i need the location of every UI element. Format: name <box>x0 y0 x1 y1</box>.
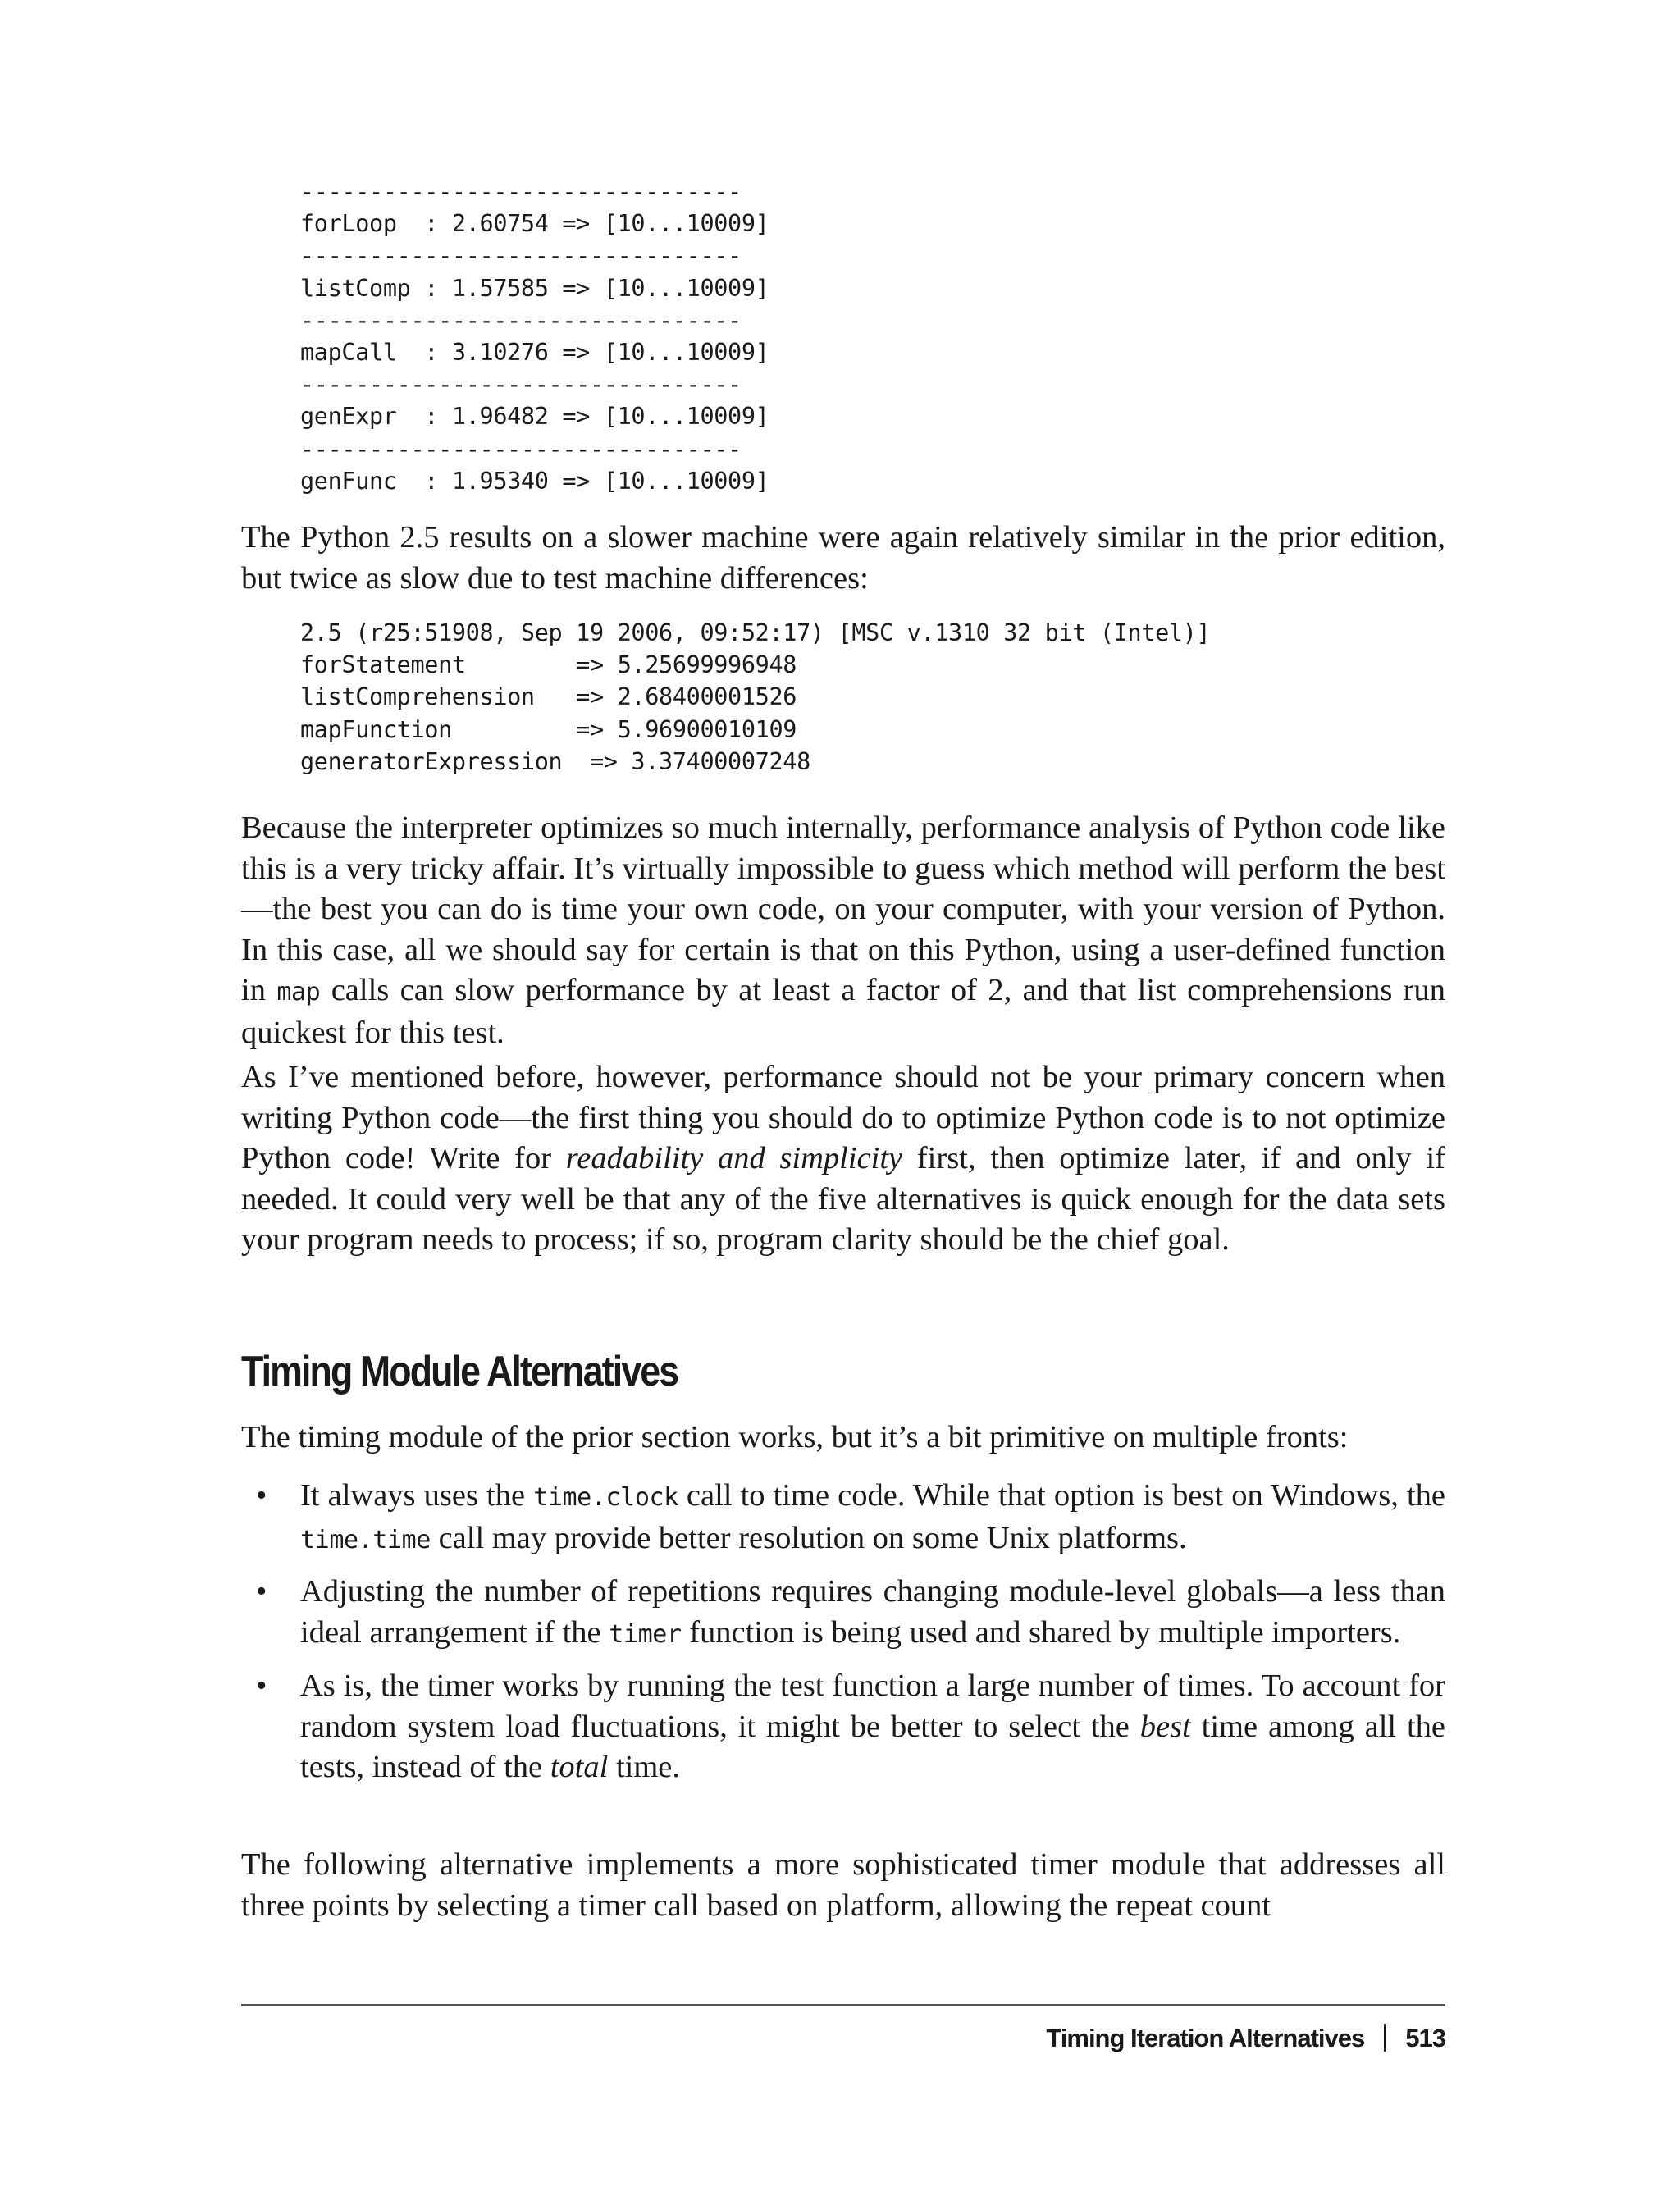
bullet-marker: • <box>256 1574 267 1609</box>
list-item-text: As is, the timer works by running the test function a large number of times. To account for random system load fluctuations, it might be better to select the <box>300 1669 1445 1744</box>
code-line: listComprehension => 2.68400001526 <box>300 683 797 711</box>
code-line: genFunc : 1.95340 => [10...10009] <box>300 467 769 495</box>
bullet-list <box>241 1476 1445 1800</box>
paragraph-text: As I’ve mentioned before, however, performance should not be your primary concern when writing Python code—the first thing you should do to optimize Python code is to not optimize Python code! Write for <box>241 1060 1445 1176</box>
code-line: -------------------------------- <box>300 242 742 270</box>
code-line: genExpr : 1.96482 => [10...10009] <box>300 403 769 431</box>
code-line: forLoop : 2.60754 => [10...10009] <box>300 210 769 238</box>
running-footer-title: Timing Iteration Alternatives <box>1046 2024 1365 2052</box>
inline-code: map <box>276 978 321 1007</box>
list-item-text: call may provide better resolution on some Unix platforms. <box>430 1520 1187 1555</box>
paragraph-text: Because the interpreter optimizes so much internally, performance analysis of Python code like this is a very tricky affair. It’s virtually impossible to guess which method will perform the best—the best you can do is time your own code, on your computer, with your version of Python. In this case, all we should say for certain is that on this Python, using a user-defined function in <box>241 810 1445 1007</box>
inline-code: time.clock <box>533 1483 678 1512</box>
inline-code: time.time <box>300 1525 431 1554</box>
paragraph: The following alternative implements a more sophisticated timer module that addresses all three points by selecting a timer call based on platform, allowing the repeat count <box>241 1847 1445 1923</box>
list-item-text: call to time code. While that option is best on Windows, the <box>678 1478 1445 1513</box>
code-block-timing-results <box>300 176 769 497</box>
code-line: -------------------------------- <box>300 178 742 205</box>
list-item-text: It always uses the <box>300 1478 534 1513</box>
list-item-text: time. <box>608 1750 681 1784</box>
emphasis-text: total <box>550 1750 609 1784</box>
code-line: forStatement => 5.25699996948 <box>300 651 797 679</box>
code-line: listComp : 1.57585 => [10...10009] <box>300 274 769 302</box>
paragraph: The timing module of the prior section works, but it’s a bit primitive on multiple fronts: <box>241 1420 1349 1454</box>
code-line: generatorExpression => 3.37400007248 <box>300 747 810 775</box>
code-line: mapFunction => 5.96900010109 <box>300 715 797 743</box>
code-line: 2.5 (r25:51908, Sep 19 2006, 09:52:17) [MSC v.1310 32 bit (Intel)] <box>300 619 1211 646</box>
paragraph: The Python 2.5 results on a slower machine were again relatively similar in the prior edition, but twice as slow due to test machine differences: <box>241 520 1445 596</box>
code-line: -------------------------------- <box>300 435 742 463</box>
page-number: 513 <box>1405 2024 1445 2052</box>
list-item <box>241 1572 1445 1655</box>
emphasis-text: readability and simplicity <box>565 1141 903 1176</box>
bullet-marker: • <box>256 1478 267 1513</box>
footer-separator <box>1384 2024 1386 2052</box>
paragraph-text: calls can slow performance by at least a factor of 2, and that list comprehensions run quickest for this test. <box>241 973 1446 1050</box>
inline-code: timer <box>609 1619 682 1649</box>
list-item <box>241 1666 1445 1788</box>
paragraph-text: first, then optimize later, if and only if needed. It could very well be that any of the five alternatives is quick enough for the data sets your program needs to process; if so, program clarity should be the chief goal. <box>241 1141 1446 1257</box>
list-item-text: function is being used and shared by multiple importers. <box>681 1614 1401 1650</box>
list-item <box>241 1476 1445 1560</box>
paragraph <box>241 1057 1445 1261</box>
page-footer <box>1046 2024 1445 2053</box>
list-item-text: time among all the tests, instead of the <box>300 1709 1446 1784</box>
section-heading: Timing Module Alternatives <box>241 1348 678 1395</box>
list-item-text: Adjusting the number of repetitions requires changing module-level globals—a less than ideal arrangement if the <box>300 1574 1445 1650</box>
paragraph <box>241 808 1445 1053</box>
code-line: -------------------------------- <box>300 371 742 399</box>
footer-rule <box>241 2004 1445 2006</box>
bullet-marker: • <box>256 1669 267 1703</box>
code-block-python25-results <box>300 617 1210 778</box>
code-line: -------------------------------- <box>300 306 742 334</box>
code-line: mapCall : 3.10276 => [10...10009] <box>300 339 769 367</box>
emphasis-text: best <box>1139 1709 1191 1744</box>
